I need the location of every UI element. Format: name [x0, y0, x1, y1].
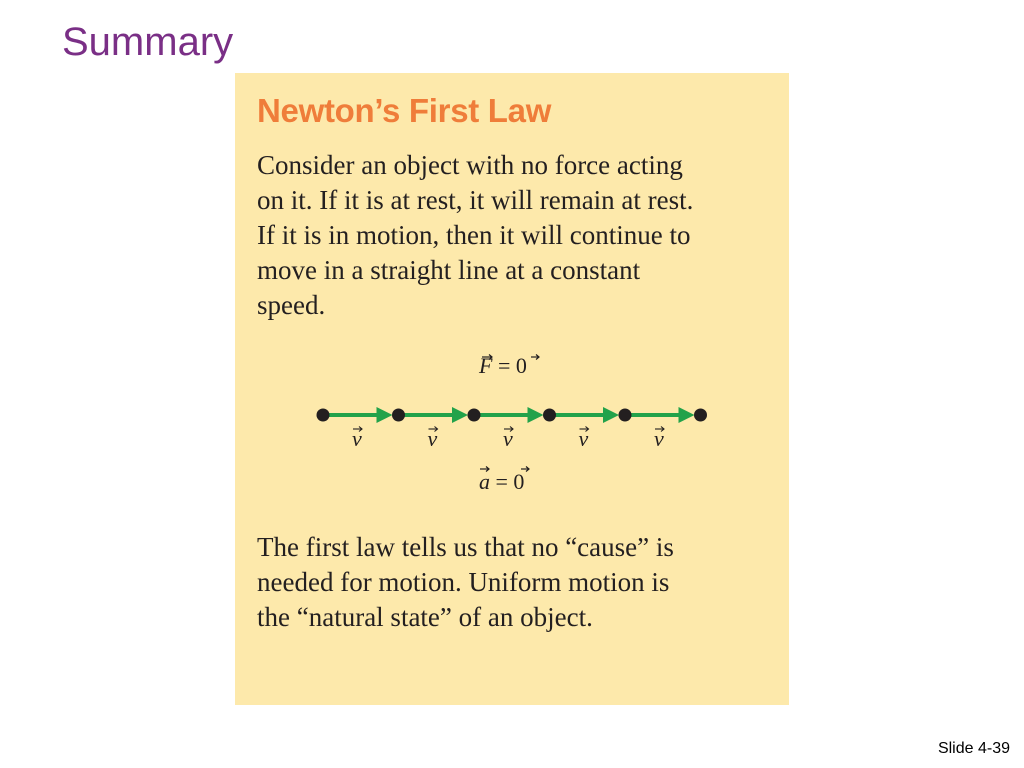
velocity-arrow — [555, 407, 620, 423]
newtons-first-law-panel — [235, 73, 789, 705]
explanation-line-2: needed for motion. Uniform motion is — [257, 567, 670, 597]
velocity-arrow-head — [603, 407, 619, 423]
position-dot — [694, 409, 707, 422]
explanation-paragraph — [257, 530, 674, 635]
velocity-arrow — [479, 407, 544, 423]
velocity-label: v — [352, 426, 362, 451]
definition-line-2: on it. If it is at rest, it will remain at rest. — [257, 185, 694, 215]
velocity-label: v — [578, 426, 589, 451]
position-dot — [468, 409, 481, 422]
uniform-motion-diagram — [235, 353, 789, 498]
position-dot — [317, 409, 330, 422]
explanation-line-1: The first law tells us that no “cause” is — [257, 532, 674, 562]
velocity-arrow — [328, 407, 393, 423]
slide-title: Summary — [62, 20, 234, 64]
definition-line-5: speed. — [257, 290, 326, 320]
acceleration-symbol: a — [479, 469, 490, 494]
position-dot — [619, 409, 632, 422]
explanation-line-3: the “natural state” of an object. — [257, 602, 593, 632]
velocity-arrow — [404, 407, 469, 423]
motion-row — [317, 407, 708, 451]
acceleration-equation — [479, 469, 524, 494]
velocity-arrow-head — [679, 407, 695, 423]
definition-line-3: If it is in motion, then it will continue to — [257, 220, 691, 250]
definition-paragraph — [257, 148, 693, 323]
slide-number: Slide 4-39 — [937, 740, 1010, 757]
position-dot — [392, 409, 405, 422]
velocity-label: v — [503, 426, 513, 451]
acceleration-equation-rest: = 0 — [490, 469, 525, 494]
velocity-arrow-head — [452, 407, 468, 423]
definition-line-4: move in a straight line at a constant — [257, 255, 641, 285]
panel-heading: Newton’s First Law — [257, 92, 552, 129]
position-dot — [543, 409, 556, 422]
force-equation-rest: = 0 — [492, 353, 527, 378]
definition-line-1: Consider an object with no force acting — [257, 150, 683, 180]
velocity-arrow-head — [528, 407, 544, 423]
velocity-label: v — [654, 426, 664, 451]
force-symbol: F — [479, 353, 493, 378]
velocity-label: v — [427, 426, 438, 451]
velocity-arrow-head — [377, 407, 393, 423]
velocity-arrow — [630, 407, 695, 423]
